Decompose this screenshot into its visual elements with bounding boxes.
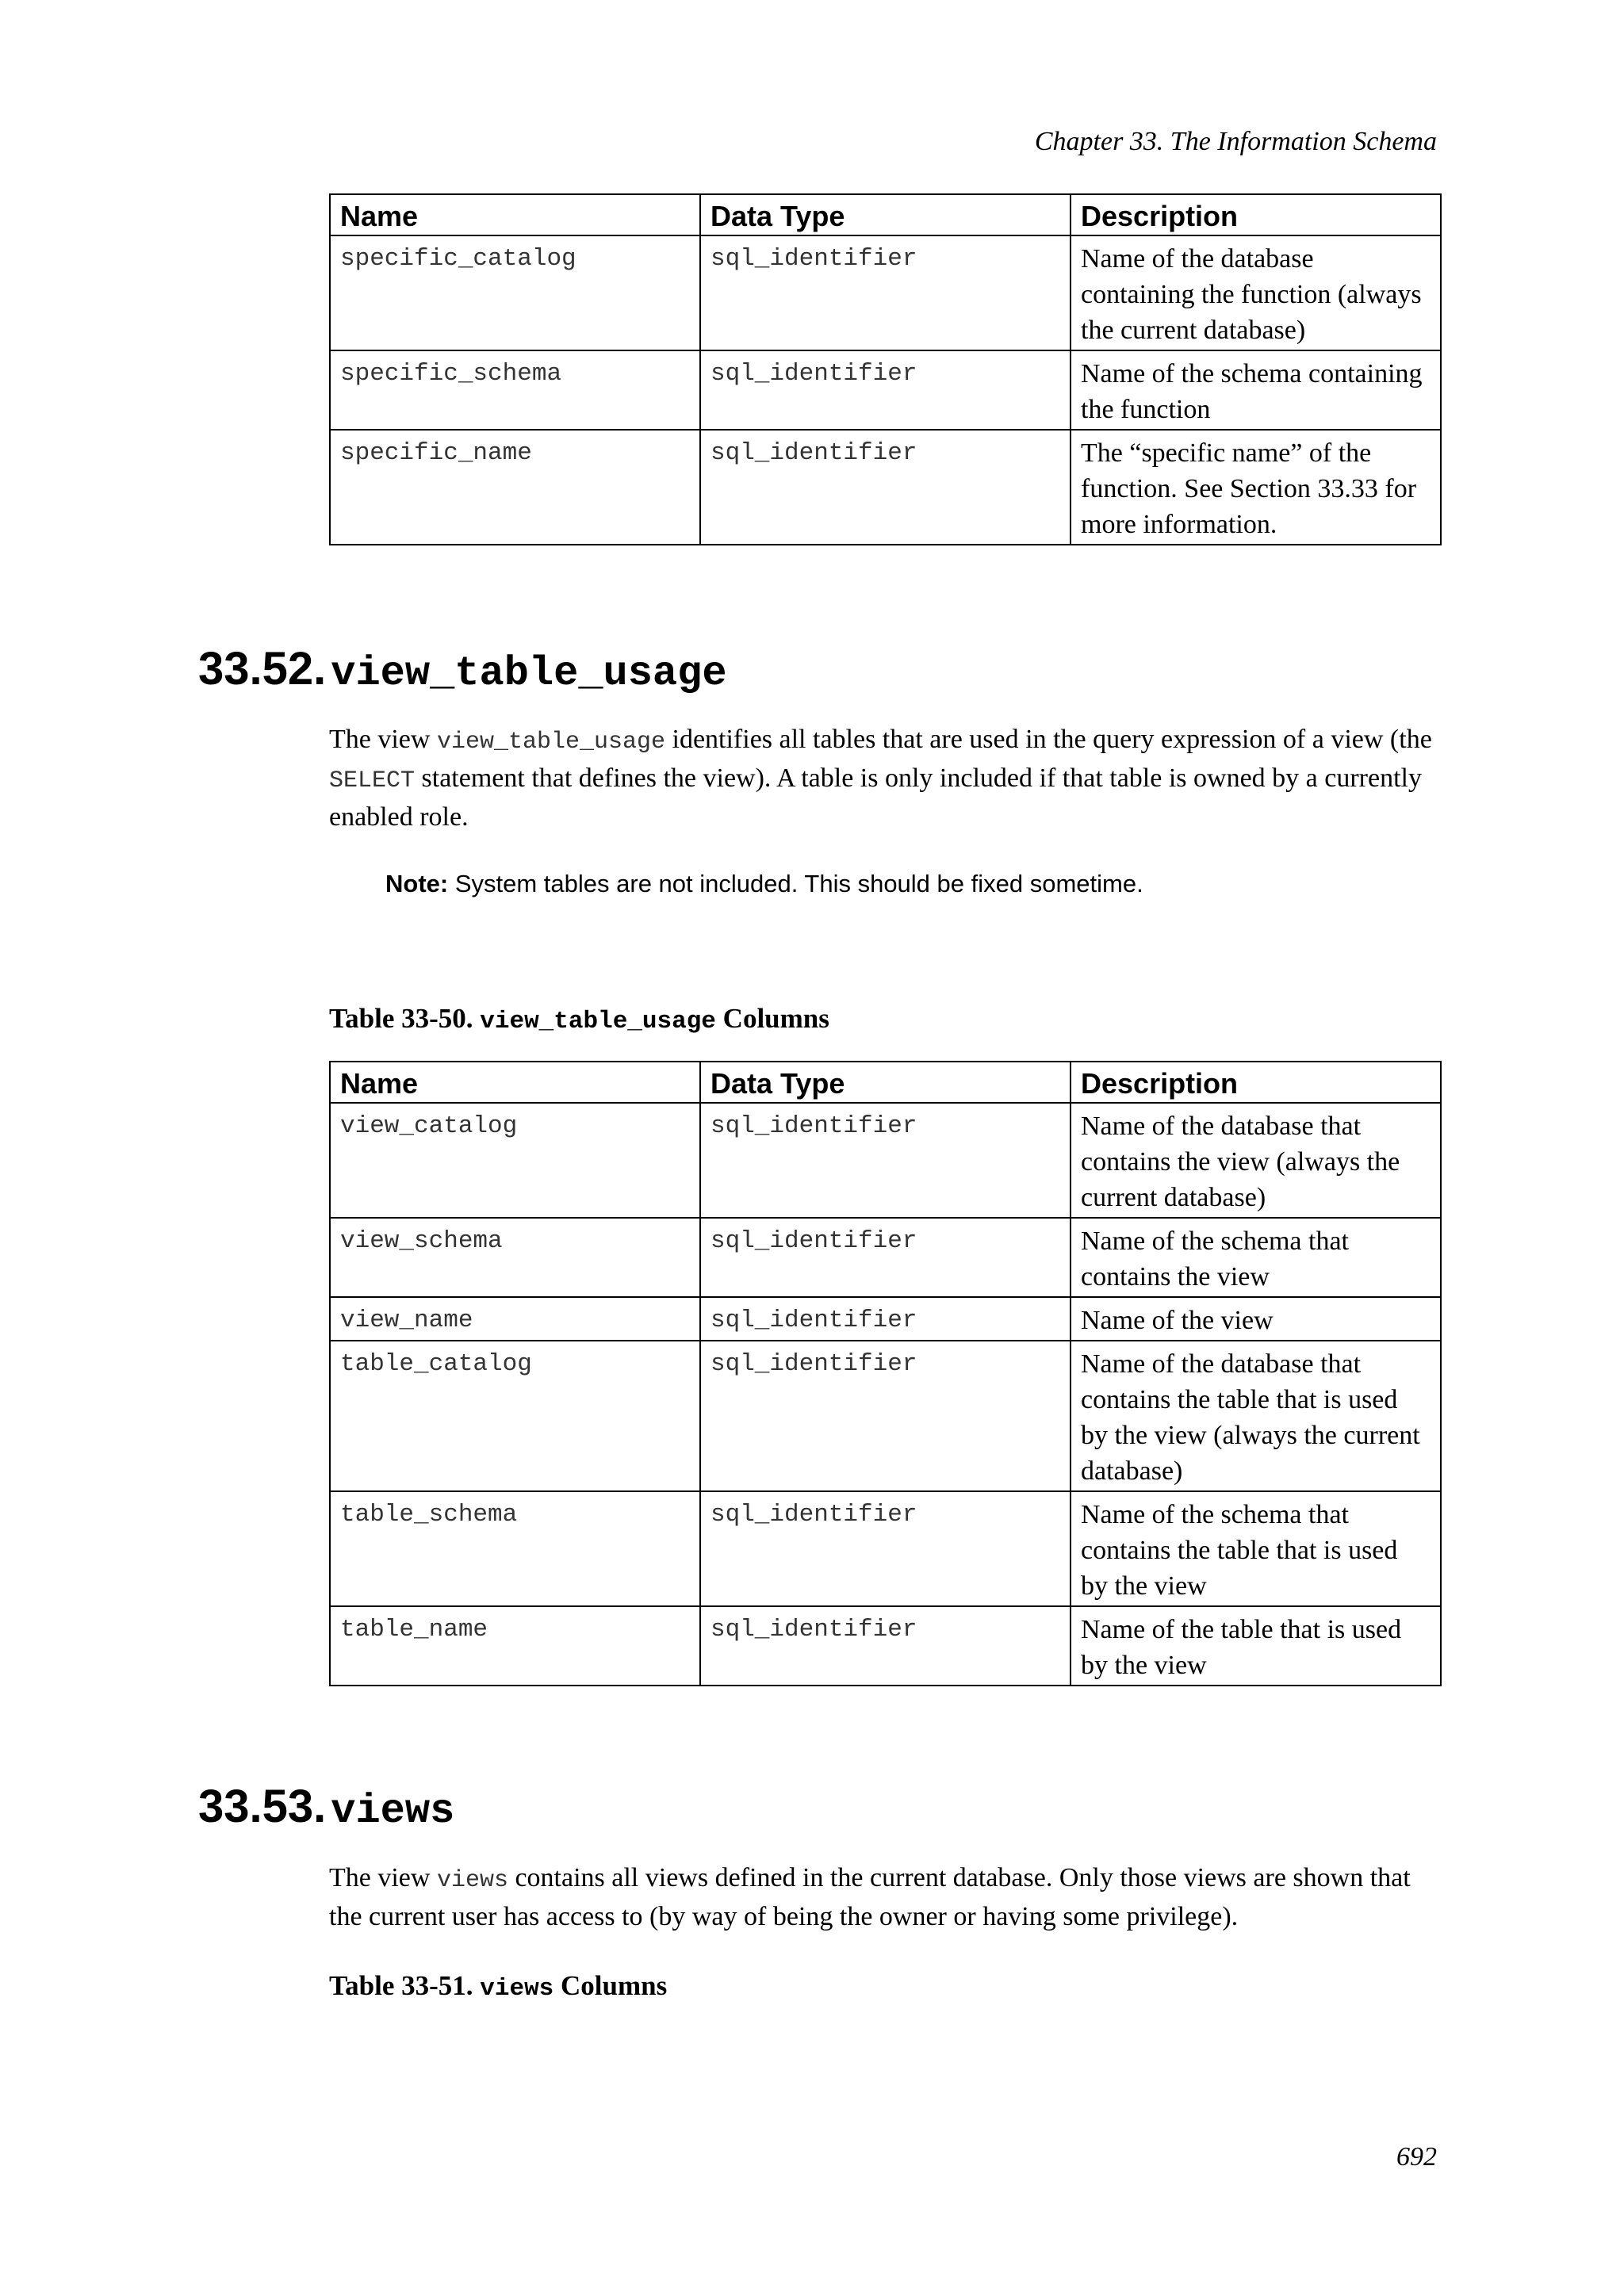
running-head: Chapter 33. The Information Schema bbox=[1034, 127, 1437, 156]
table-row bbox=[330, 1341, 1441, 1491]
table-row bbox=[330, 1491, 1441, 1606]
section-number: 33.53. bbox=[198, 1781, 327, 1832]
view-table-usage-columns-table bbox=[329, 1061, 1442, 1686]
table-caption-33-50 bbox=[329, 1001, 829, 1039]
description-cell: Name of the schema that contains the table that is used by the view bbox=[1071, 1491, 1441, 1606]
data-type-cell: sql_identifier bbox=[700, 1491, 1071, 1606]
data-type-cell: sql_identifier bbox=[700, 1103, 1071, 1218]
table-row bbox=[330, 1606, 1441, 1686]
description-cell: Name of the database that contains the view (always the current database) bbox=[1071, 1103, 1441, 1218]
column-name-cell: specific_schema bbox=[330, 350, 700, 430]
note-text: System tables are not included. This should be fixed sometime. bbox=[448, 870, 1143, 897]
table-row bbox=[330, 1297, 1441, 1341]
description-cell: Name of the view bbox=[1071, 1297, 1441, 1341]
column-name-cell: specific_catalog bbox=[330, 235, 700, 350]
column-header-name: Name bbox=[330, 194, 700, 235]
section-number: 33.52. bbox=[198, 643, 327, 695]
column-header-name: Name bbox=[330, 1062, 700, 1103]
column-name-cell: table_name bbox=[330, 1606, 700, 1686]
table-row bbox=[330, 1103, 1441, 1218]
paragraph-text: identifies all tables that are used in the query expression of a view (the bbox=[665, 725, 1432, 754]
column-name-cell: table_catalog bbox=[330, 1341, 700, 1491]
column-name-cell: table_schema bbox=[330, 1491, 700, 1606]
description-cell: Name of the schema containing the function bbox=[1071, 350, 1441, 430]
data-type-cell: sql_identifier bbox=[700, 1606, 1071, 1686]
inline-code: view_table_usage bbox=[436, 729, 665, 756]
caption-suffix: Columns bbox=[715, 1003, 829, 1034]
description-cell: Name of the table that is used by the view bbox=[1071, 1606, 1441, 1686]
data-type-cell: sql_identifier bbox=[700, 1218, 1071, 1297]
table-row bbox=[330, 430, 1441, 545]
function-columns-table bbox=[329, 193, 1442, 545]
section-heading-view-table-usage bbox=[198, 642, 727, 697]
note bbox=[385, 867, 1143, 901]
column-name-cell: view_name bbox=[330, 1297, 700, 1341]
table-row bbox=[330, 1218, 1441, 1297]
section-title: views bbox=[331, 1788, 455, 1835]
table-header-row bbox=[330, 194, 1441, 235]
data-type-cell: sql_identifier bbox=[700, 235, 1071, 350]
view-table-usage-description bbox=[329, 721, 1443, 835]
section-heading-views bbox=[198, 1780, 454, 1835]
inline-code: views bbox=[436, 1867, 508, 1894]
caption-code: view_table_usage bbox=[480, 1008, 716, 1035]
inline-code: SELECT bbox=[329, 767, 416, 794]
data-type-cell: sql_identifier bbox=[700, 1297, 1071, 1341]
page-number: 692 bbox=[1396, 2142, 1437, 2172]
caption-code: views bbox=[480, 1975, 554, 2003]
views-description bbox=[329, 1860, 1443, 1934]
column-name-cell: specific_name bbox=[330, 430, 700, 545]
paragraph-text: statement that defines the view). A table is only included if that table is owned by a currently enabled role. bbox=[329, 763, 1422, 832]
column-header-description: Description bbox=[1071, 194, 1441, 235]
description-cell: The “specific name” of the function. See Section 33.33 for more information. bbox=[1071, 430, 1441, 545]
section-title: view_table_usage bbox=[331, 650, 727, 697]
paragraph-text: The view bbox=[329, 1863, 437, 1892]
table-header-row bbox=[330, 1062, 1441, 1103]
column-header-data-type: Data Type bbox=[700, 194, 1071, 235]
column-header-data-type: Data Type bbox=[700, 1062, 1071, 1103]
data-type-cell: sql_identifier bbox=[700, 1341, 1071, 1491]
table-row bbox=[330, 235, 1441, 350]
paragraph-text: The view bbox=[329, 725, 437, 754]
column-header-description: Description bbox=[1071, 1062, 1441, 1103]
caption-prefix: Table 33-50. bbox=[329, 1003, 481, 1034]
column-name-cell: view_catalog bbox=[330, 1103, 700, 1218]
paragraph-text: contains all views defined in the current database. Only those views are shown that the current user has access to (by way of being the owner or having some privilege). bbox=[329, 1863, 1411, 1931]
column-name-cell: view_schema bbox=[330, 1218, 700, 1297]
caption-prefix: Table 33-51. bbox=[329, 1970, 481, 2001]
data-type-cell: sql_identifier bbox=[700, 430, 1071, 545]
caption-suffix: Columns bbox=[553, 1970, 668, 2001]
table-caption-33-51 bbox=[329, 1968, 667, 2007]
description-cell: Name of the database containing the function (always the current database) bbox=[1071, 235, 1441, 350]
table-row bbox=[330, 350, 1441, 430]
note-label: Note: bbox=[385, 870, 449, 897]
data-type-cell: sql_identifier bbox=[700, 350, 1071, 430]
description-cell: Name of the schema that contains the view bbox=[1071, 1218, 1441, 1297]
description-cell: Name of the database that contains the table that is used by the view (always the current database) bbox=[1071, 1341, 1441, 1491]
